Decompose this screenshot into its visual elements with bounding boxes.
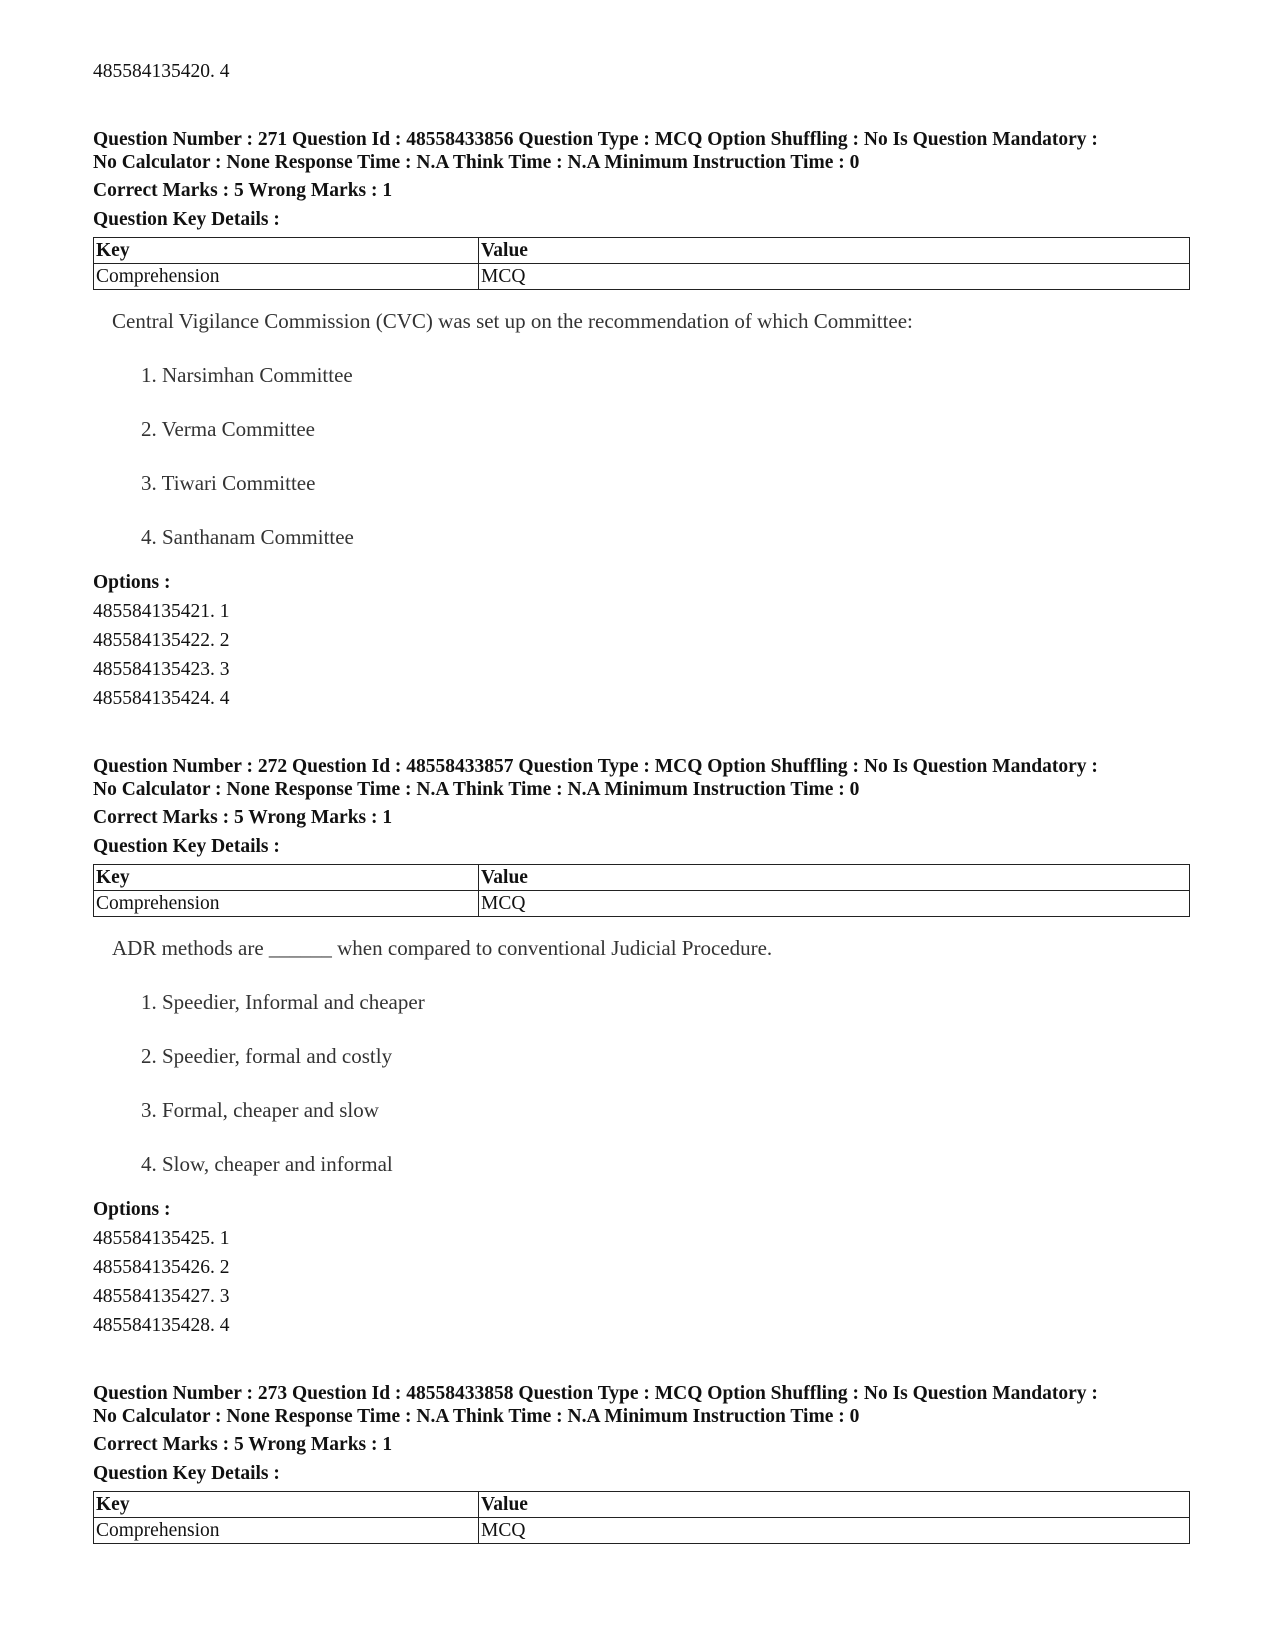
table-header-row (94, 865, 1190, 891)
question-header-line1: Question Number : 271 Question Id : 48558433856 Question Type : MCQ Option Shuffling : No Is Question Mandatory : (93, 129, 1098, 150)
question-header-line1: Question Number : 273 Question Id : 48558433858 Question Type : MCQ Option Shuffling : No Is Question Mandatory : (93, 1383, 1098, 1404)
question-header-line2: No Calculator : None Response Time : N.A Think Time : N.A Minimum Instruction Time : 0 (93, 779, 860, 800)
option-item: 485584135427. 3 (93, 1286, 230, 1307)
key-details-label: Question Key Details : (93, 1463, 280, 1484)
marks-line: Correct Marks : 5 Wrong Marks : 1 (93, 807, 393, 828)
choice-item: 2. Speedier, formal and costly (141, 1044, 393, 1068)
choice-item: 4. Santhanam Committee (141, 525, 354, 549)
question-stem: Central Vigilance Commission (CVC) was set up on the recommendation of which Committee: (112, 309, 913, 333)
table-cell-value: MCQ (479, 264, 1190, 290)
marks-line: Correct Marks : 5 Wrong Marks : 1 (93, 180, 393, 201)
key-details-label: Question Key Details : (93, 836, 280, 857)
choice-item: 2. Verma Committee (141, 417, 315, 441)
marks-line: Correct Marks : 5 Wrong Marks : 1 (93, 1434, 393, 1455)
question-block (93, 128, 1188, 713)
table-header-row (94, 1492, 1190, 1518)
option-item: 485584135426. 2 (93, 1257, 230, 1278)
key-details-table (93, 1491, 1190, 1544)
table-row (94, 891, 1190, 917)
table-header-value: Value (479, 238, 1190, 264)
option-item: 485584135428. 4 (93, 1315, 230, 1336)
question-header-line2: No Calculator : None Response Time : N.A Think Time : N.A Minimum Instruction Time : 0 (93, 1406, 860, 1427)
question-block (93, 755, 1188, 1340)
table-header-key: Key (94, 238, 479, 264)
question-header-line2: No Calculator : None Response Time : N.A Think Time : N.A Minimum Instruction Time : 0 (93, 152, 860, 173)
table-cell-key: Comprehension (94, 264, 479, 290)
key-details-table (93, 864, 1190, 917)
option-item: 485584135423. 3 (93, 659, 230, 680)
table-row (94, 264, 1190, 290)
table-header-row (94, 238, 1190, 264)
options-label: Options : (93, 1199, 171, 1220)
document-page (93, 0, 1188, 1544)
table-cell-key: Comprehension (94, 1518, 479, 1544)
option-item: 485584135424. 4 (93, 688, 230, 709)
key-details-label: Question Key Details : (93, 209, 280, 230)
previous-option: 485584135420. 4 (93, 61, 230, 82)
table-cell-value: MCQ (479, 891, 1190, 917)
question-block (93, 1382, 1188, 1544)
question-stem: ADR methods are ______ when compared to conventional Judicial Procedure. (112, 936, 773, 960)
table-header-key: Key (94, 1492, 479, 1518)
question-header-line1: Question Number : 272 Question Id : 48558433857 Question Type : MCQ Option Shuffling : No Is Question Mandatory : (93, 756, 1098, 777)
option-item: 485584135422. 2 (93, 630, 230, 651)
table-row (94, 1518, 1190, 1544)
choice-list (141, 989, 1188, 1177)
option-item: 485584135425. 1 (93, 1228, 230, 1249)
key-details-table (93, 237, 1190, 290)
options-label: Options : (93, 572, 171, 593)
table-cell-key: Comprehension (94, 891, 479, 917)
choice-item: 1. Speedier, Informal and cheaper (141, 990, 425, 1014)
table-header-key: Key (94, 865, 479, 891)
choice-item: 3. Tiwari Committee (141, 471, 316, 495)
option-item: 485584135421. 1 (93, 601, 230, 622)
table-header-value: Value (479, 865, 1190, 891)
choice-item: 4. Slow, cheaper and informal (141, 1152, 393, 1176)
table-header-value: Value (479, 1492, 1190, 1518)
table-cell-value: MCQ (479, 1518, 1190, 1544)
choice-list (141, 362, 1188, 550)
choice-item: 3. Formal, cheaper and slow (141, 1098, 379, 1122)
choice-item: 1. Narsimhan Committee (141, 363, 353, 387)
